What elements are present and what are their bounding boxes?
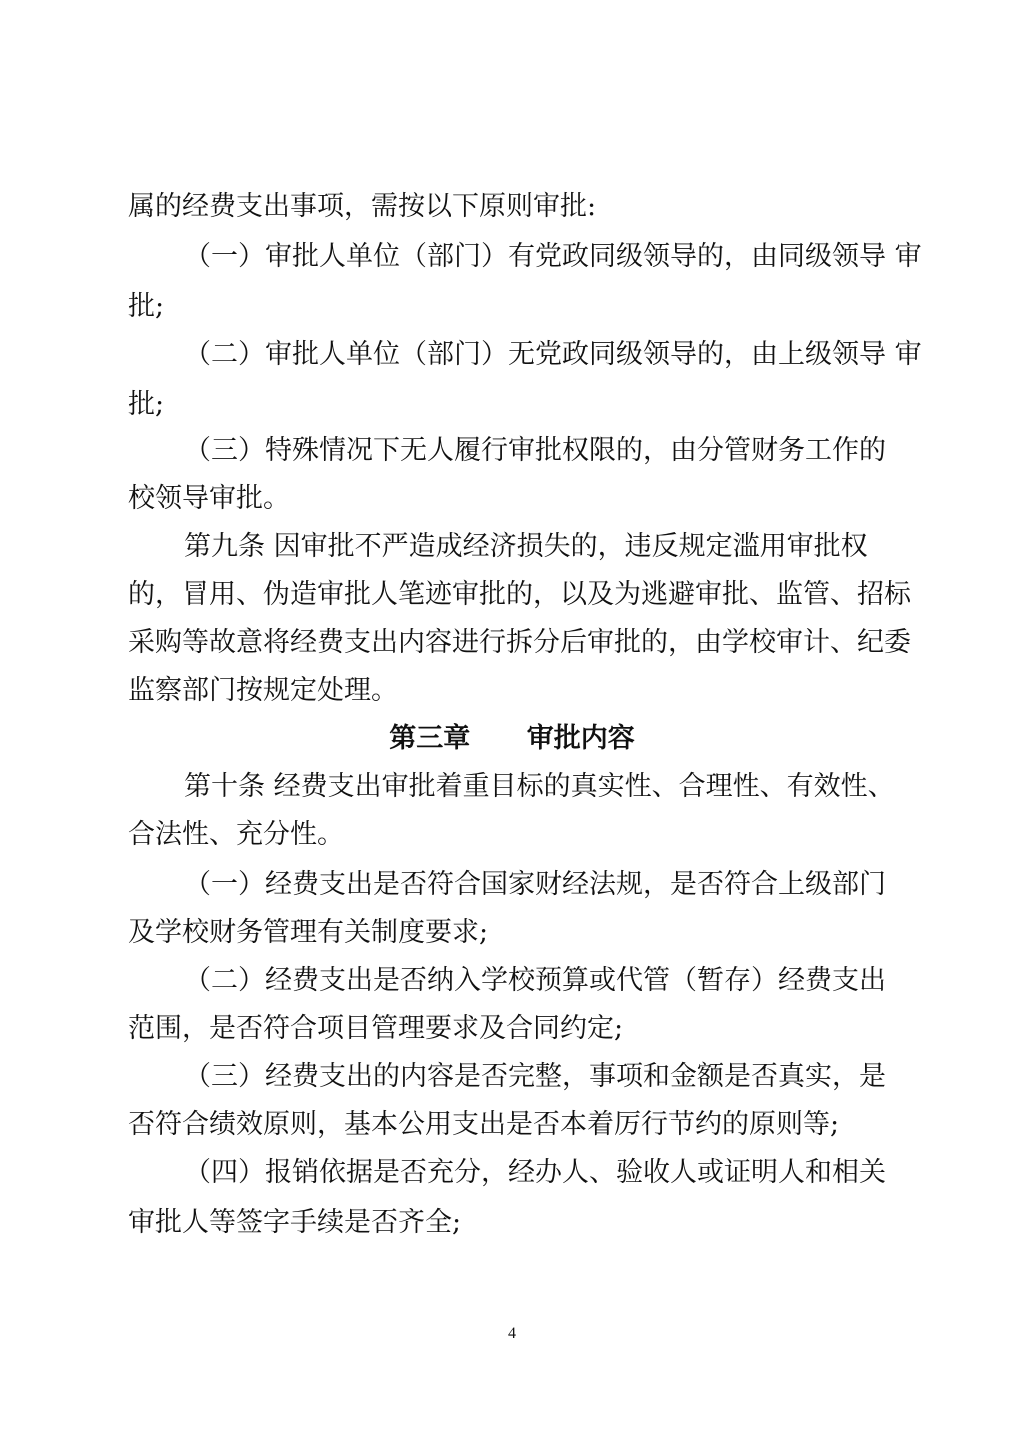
text-line: 批; [128, 389, 165, 420]
text-line: 范围，是否符合项目管理要求及合同约定; [128, 1013, 624, 1044]
text-line: 及学校财务管理有关制度要求; [128, 917, 489, 948]
page-number: 4 [508, 1325, 516, 1342]
article-9-line: 第九条 因审批不严造成经济损失的，违反规定滥用审批权 [184, 531, 868, 562]
text-line: 审批人等签字手续是否齐全; [128, 1207, 462, 1238]
text-line: 属的经费支出事项，需按以下原则审批: [128, 191, 597, 222]
text-line: （一）审批人单位（部门）有党政同级领导的，由同级领导 审 [184, 241, 922, 272]
text-line: 的，冒用、伪造审批人笔迹审批的，以及为逃避审批、监管、招标 [128, 579, 911, 610]
text-line: 采购等故意将经费支出内容进行拆分后审批的，由学校审计、纪委 [128, 627, 911, 658]
text-line: 批; [128, 291, 165, 322]
text-line: 监察部门按规定处理。 [128, 675, 398, 706]
text-line: （二）审批人单位（部门）无党政同级领导的，由上级领导 审 [184, 339, 922, 370]
text-line: （三）经费支出的内容是否完整，事项和金额是否真实，是 [184, 1061, 886, 1092]
chapter-heading: 第三章 审批内容 [389, 723, 635, 754]
text-line: 校领导审批。 [128, 483, 290, 514]
text-line: （三）特殊情况下无人履行审批权限的，由分管财务工作的 [184, 435, 886, 466]
text-line: （一）经费支出是否符合国家财经法规，是否符合上级部门 [184, 869, 886, 900]
text-line: （四）报销依据是否充分，经办人、验收人或证明人和相关 [184, 1157, 886, 1188]
text-line: 合法性、充分性。 [128, 819, 344, 850]
text-line: （二）经费支出是否纳入学校预算或代管（暂存）经费支出 [184, 965, 886, 996]
text-line: 否符合绩效原则，基本公用支出是否本着厉行节约的原则等; [128, 1109, 840, 1140]
article-10-line: 第十条 经费支出审批着重目标的真实性、合理性、有效性、 [184, 771, 895, 802]
